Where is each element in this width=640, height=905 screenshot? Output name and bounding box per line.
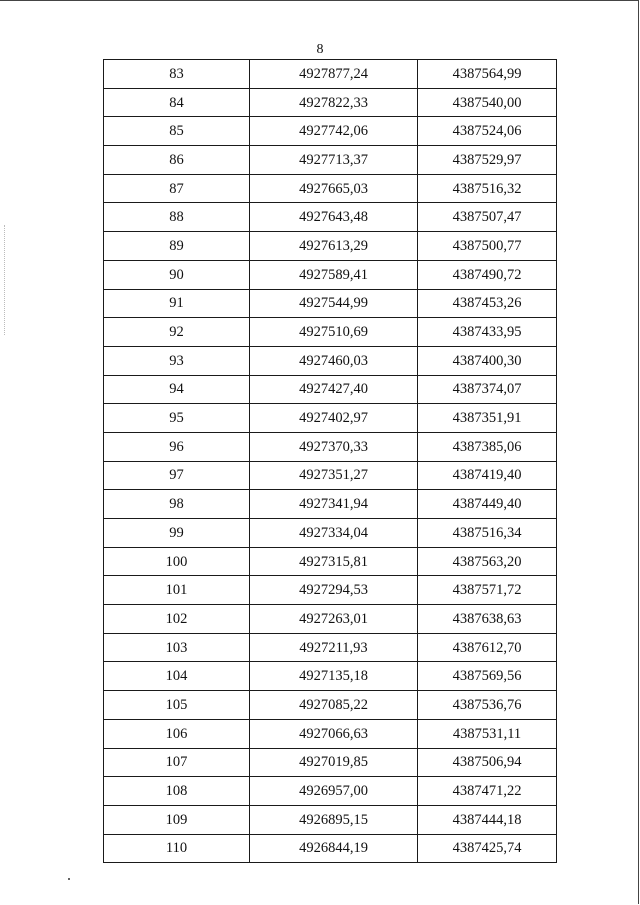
point-number-cell: 86 bbox=[104, 146, 250, 175]
coordinate-x-cell: 4927460,03 bbox=[250, 346, 418, 375]
coordinate-y-cell: 4387529,97 bbox=[418, 146, 557, 175]
coordinate-y-cell: 4387433,95 bbox=[418, 318, 557, 347]
point-number-cell: 105 bbox=[104, 691, 250, 720]
coordinate-y-cell: 4387571,72 bbox=[418, 576, 557, 605]
coordinate-x-cell: 4927544,99 bbox=[250, 289, 418, 318]
coordinate-y-cell: 4387563,20 bbox=[418, 547, 557, 576]
table-row bbox=[104, 691, 557, 720]
coordinate-y-cell: 4387564,99 bbox=[418, 60, 557, 89]
coordinate-x-cell: 4927402,97 bbox=[250, 404, 418, 433]
coordinate-x-cell: 4927822,33 bbox=[250, 88, 418, 117]
coordinate-y-cell: 4387444,18 bbox=[418, 805, 557, 834]
coordinate-y-cell: 4387540,00 bbox=[418, 88, 557, 117]
coordinate-x-cell: 4927877,24 bbox=[250, 60, 418, 89]
coordinate-y-cell: 4387449,40 bbox=[418, 490, 557, 519]
point-number-cell: 89 bbox=[104, 232, 250, 261]
point-number-cell: 107 bbox=[104, 748, 250, 777]
point-number-cell: 109 bbox=[104, 805, 250, 834]
table-row bbox=[104, 605, 557, 634]
coordinate-y-cell: 4387524,06 bbox=[418, 117, 557, 146]
coordinate-y-cell: 4387374,07 bbox=[418, 375, 557, 404]
point-number-cell: 93 bbox=[104, 346, 250, 375]
coordinate-y-cell: 4387419,40 bbox=[418, 461, 557, 490]
point-number-cell: 99 bbox=[104, 519, 250, 548]
table-row bbox=[104, 60, 557, 89]
coordinate-x-cell: 4927613,29 bbox=[250, 232, 418, 261]
point-number-cell: 102 bbox=[104, 605, 250, 634]
point-number-cell: 101 bbox=[104, 576, 250, 605]
coordinate-y-cell: 4387453,26 bbox=[418, 289, 557, 318]
coordinate-x-cell: 4927315,81 bbox=[250, 547, 418, 576]
coordinate-x-cell: 4927066,63 bbox=[250, 719, 418, 748]
coordinate-x-cell: 4927351,27 bbox=[250, 461, 418, 490]
point-number-cell: 90 bbox=[104, 260, 250, 289]
coordinate-x-cell: 4927370,33 bbox=[250, 432, 418, 461]
coordinate-x-cell: 4927589,41 bbox=[250, 260, 418, 289]
point-number-cell: 100 bbox=[104, 547, 250, 576]
table-row bbox=[104, 146, 557, 175]
table-row bbox=[104, 260, 557, 289]
page-number: 8 bbox=[316, 42, 324, 57]
table-row bbox=[104, 203, 557, 232]
table-row bbox=[104, 289, 557, 318]
scan-edge-marks bbox=[4, 225, 5, 335]
point-number-cell: 103 bbox=[104, 633, 250, 662]
coordinate-x-cell: 4927713,37 bbox=[250, 146, 418, 175]
table-row bbox=[104, 805, 557, 834]
coordinate-y-cell: 4387471,22 bbox=[418, 777, 557, 806]
coordinate-x-cell: 4927334,04 bbox=[250, 519, 418, 548]
coordinate-y-cell: 4387638,63 bbox=[418, 605, 557, 634]
point-number-cell: 108 bbox=[104, 777, 250, 806]
coordinate-y-cell: 4387516,32 bbox=[418, 174, 557, 203]
table-row bbox=[104, 375, 557, 404]
table-row bbox=[104, 174, 557, 203]
coordinate-y-cell: 4387569,56 bbox=[418, 662, 557, 691]
coordinate-x-cell: 4927643,48 bbox=[250, 203, 418, 232]
coordinate-y-cell: 4387507,47 bbox=[418, 203, 557, 232]
table-row bbox=[104, 719, 557, 748]
point-number-cell: 83 bbox=[104, 60, 250, 89]
table-row bbox=[104, 117, 557, 146]
coordinate-x-cell: 4926957,00 bbox=[250, 777, 418, 806]
coordinate-x-cell: 4927085,22 bbox=[250, 691, 418, 720]
table-row bbox=[104, 748, 557, 777]
point-number-cell: 92 bbox=[104, 318, 250, 347]
coordinate-x-cell: 4927742,06 bbox=[250, 117, 418, 146]
coordinate-y-cell: 4387506,94 bbox=[418, 748, 557, 777]
table-row bbox=[104, 777, 557, 806]
point-number-cell: 106 bbox=[104, 719, 250, 748]
coordinate-x-cell: 4927211,93 bbox=[250, 633, 418, 662]
table-row bbox=[104, 432, 557, 461]
coordinate-y-cell: 4387612,70 bbox=[418, 633, 557, 662]
table-row bbox=[104, 834, 557, 863]
point-number-cell: 104 bbox=[104, 662, 250, 691]
coordinate-x-cell: 4927665,03 bbox=[250, 174, 418, 203]
table-row bbox=[104, 461, 557, 490]
point-number-cell: 84 bbox=[104, 88, 250, 117]
coordinate-y-cell: 4387351,91 bbox=[418, 404, 557, 433]
coordinate-x-cell: 4927341,94 bbox=[250, 490, 418, 519]
coordinate-x-cell: 4927294,53 bbox=[250, 576, 418, 605]
table-row bbox=[104, 404, 557, 433]
table-row bbox=[104, 576, 557, 605]
coordinates-table-body bbox=[104, 60, 557, 863]
table-row bbox=[104, 633, 557, 662]
coordinate-y-cell: 4387425,74 bbox=[418, 834, 557, 863]
table-row bbox=[104, 547, 557, 576]
coordinate-x-cell: 4927263,01 bbox=[250, 605, 418, 634]
table-row bbox=[104, 346, 557, 375]
coordinate-x-cell: 4926895,15 bbox=[250, 805, 418, 834]
point-number-cell: 87 bbox=[104, 174, 250, 203]
table-row bbox=[104, 318, 557, 347]
point-number-cell: 95 bbox=[104, 404, 250, 433]
coordinate-y-cell: 4387536,76 bbox=[418, 691, 557, 720]
coordinate-x-cell: 4927135,18 bbox=[250, 662, 418, 691]
point-number-cell: 88 bbox=[104, 203, 250, 232]
coordinate-y-cell: 4387385,06 bbox=[418, 432, 557, 461]
point-number-cell: 85 bbox=[104, 117, 250, 146]
coordinate-y-cell: 4387400,30 bbox=[418, 346, 557, 375]
coordinate-y-cell: 4387500,77 bbox=[418, 232, 557, 261]
coordinates-table bbox=[103, 59, 557, 863]
table-row bbox=[104, 490, 557, 519]
point-number-cell: 110 bbox=[104, 834, 250, 863]
coordinate-x-cell: 4927019,85 bbox=[250, 748, 418, 777]
table-row bbox=[104, 232, 557, 261]
point-number-cell: 97 bbox=[104, 461, 250, 490]
table-row bbox=[104, 88, 557, 117]
scan-dot bbox=[68, 878, 70, 880]
table-row bbox=[104, 662, 557, 691]
coordinate-y-cell: 4387490,72 bbox=[418, 260, 557, 289]
coordinate-x-cell: 4927510,69 bbox=[250, 318, 418, 347]
coordinate-x-cell: 4926844,19 bbox=[250, 834, 418, 863]
coordinate-y-cell: 4387516,34 bbox=[418, 519, 557, 548]
coordinate-y-cell: 4387531,11 bbox=[418, 719, 557, 748]
table-row bbox=[104, 519, 557, 548]
point-number-cell: 94 bbox=[104, 375, 250, 404]
coordinate-x-cell: 4927427,40 bbox=[250, 375, 418, 404]
point-number-cell: 98 bbox=[104, 490, 250, 519]
point-number-cell: 96 bbox=[104, 432, 250, 461]
point-number-cell: 91 bbox=[104, 289, 250, 318]
